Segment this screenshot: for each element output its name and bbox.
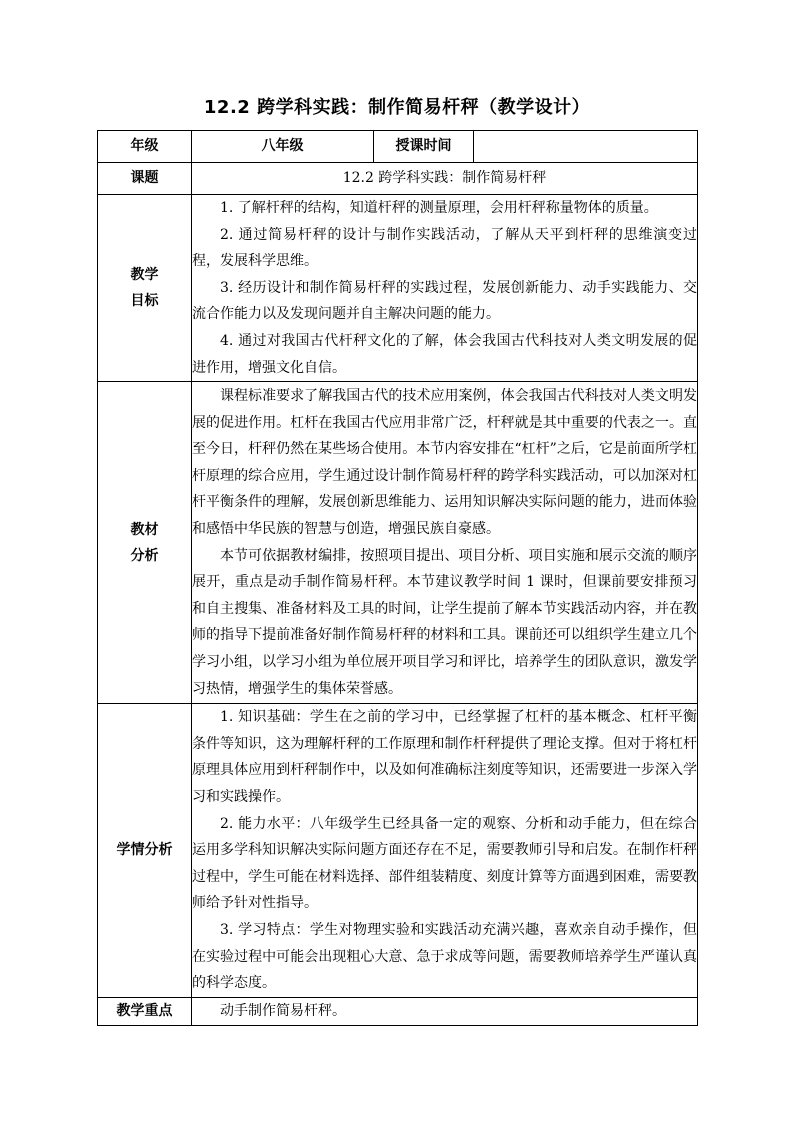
focus-label: 教学重点 <box>98 997 192 1025</box>
document-title: 12.2 跨学科实践：制作简易杆秤（教学设计） <box>203 97 591 118</box>
goal-item: 4. 通过对我国古代杆秤文化的了解，体会我国古代科技对人类文明发展的促进作用，增强文化自信。 <box>192 332 697 376</box>
material-content <box>192 382 698 704</box>
students-paragraph: 3. 学习特点：学生对物理实验和实践活动充满兴趣，喜欢亲自动手操作，但在实验过程中可能会出现粗心大意、急于求成等问题，需要教师培养学生严谨认真的科学态度。 <box>192 921 697 992</box>
goal-item: 1. 了解杆秤的结构，知道杆秤的测量原理，会用杆秤称量物体的质量。 <box>220 200 658 216</box>
material-label-line2: 分析 <box>130 547 159 564</box>
topic-row <box>98 163 698 195</box>
grade-label: 年级 <box>98 131 192 163</box>
students-paragraph: 2. 能力水平：八年级学生已经具备一定的观察、分析和动手能力，但在综合运用多学科知识解决实际问题方面还存在不足，需要教师引导和启发。在制作杆秤过程中，学生可能在材料选择、部件组装精度、刻度计算等方面遇到困难，需要教师给予针对性指导。 <box>192 815 697 912</box>
students-label: 学情分析 <box>98 704 192 998</box>
class-time-label: 授课时间 <box>374 131 474 163</box>
students-row <box>98 704 698 998</box>
goal-item: 3. 经历设计和制作简易杆秤的实践过程，发展创新能力、动手实践能力、交流合作能力以及发现问题并自主解决问题的能力。 <box>192 279 697 323</box>
students-content <box>192 704 698 998</box>
material-row <box>98 382 698 704</box>
lesson-plan-table <box>97 130 698 1026</box>
focus-content <box>192 997 698 1025</box>
goals-row <box>98 195 698 382</box>
grade-row <box>98 131 698 163</box>
material-label-line1: 教材 <box>130 521 159 538</box>
focus-value: 动手制作简易杆秤。 <box>220 1002 346 1019</box>
students-paragraph: 1. 知识基础：学生在之前的学习中，已经掌握了杠杆的基本概念、杠杆平衡条件等知识，这为理解杆秤的工作原理和制作杆秤提供了理论支撑。但对于将杠杆原理具体应用到杆秤制作中，以及如何准确标注刻度等知识，还需要进一步深入学习和实践操作。 <box>192 709 697 805</box>
goals-label-line2: 目标 <box>130 293 159 310</box>
material-paragraph: 课程标准要求了解我国古代的技术应用案例，体会我国古代科技对人类文明发展的促进作用。杠杆在我国古代应用非常广泛，杆秤就是其中重要的代表之一。直至今日，杆秤仍然在某些场合使用。本节内容安排在“杠杆”之后，它是前面所学杠杆原理的综合应用，学生通过设计制作简易杆秤的跨学科实践活动，可以加深对杠杆平衡条件的理解，发展创新思维能力、运用知识解决实际问题的能力，进而体验和感悟中华民族的智慧与创造，增强民族自豪感。 <box>192 388 697 538</box>
topic-value: 12.2 跨学科实践：制作简易杆秤 <box>192 163 698 195</box>
class-time-value <box>474 131 698 163</box>
material-label <box>98 382 192 704</box>
goals-content <box>192 195 698 382</box>
goal-item: 2. 通过简易杆秤的设计与制作实践活动，了解从天平到杆秤的思维演变过程，发展科学思维。 <box>192 226 697 270</box>
focus-row <box>98 997 698 1025</box>
goals-label <box>98 195 192 382</box>
grade-value: 八年级 <box>192 131 374 163</box>
goals-label-line1: 教学 <box>130 267 159 284</box>
material-paragraph: 本节可依据教材编排，按照项目提出、项目分析、项目实施和展示交流的顺序展开，重点是动手制作简易杆秤。本节建议教学时间 1 课时，但课前要安排预习和自主搜集、准备材料及工具的时间，让学生提前了解本节实践活动内容，并在教师的指导下提前准备好制作简易杆秤的材料和工具。课前还可以组织学生建立几个学习小组，以学习小组为单位展开项目学习和评比，培养学生的团队意识，激发学习热情，增强学生的集体荣誉感。 <box>192 547 697 697</box>
topic-label: 课题 <box>98 163 192 195</box>
